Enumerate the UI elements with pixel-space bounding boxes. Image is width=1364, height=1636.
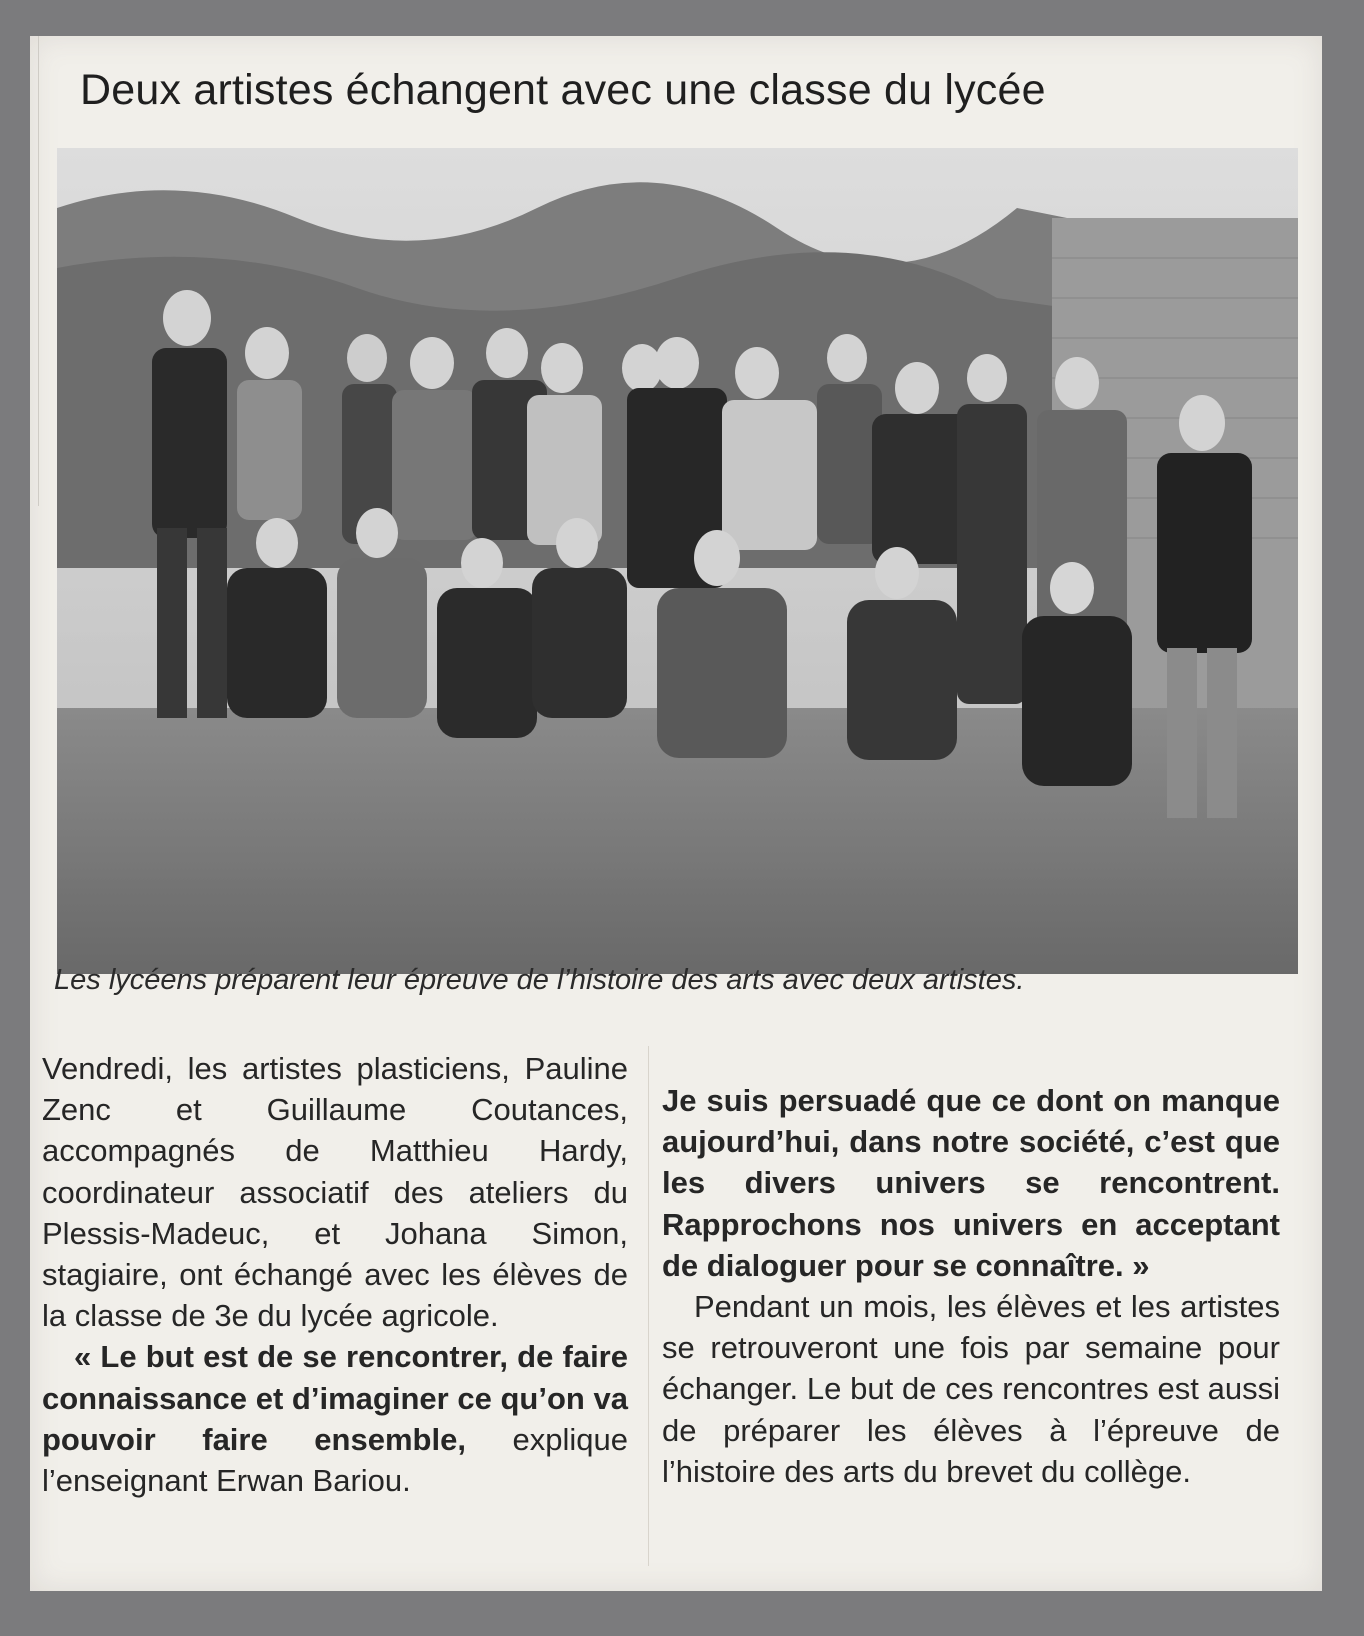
article-column-left: [42, 1048, 628, 1501]
quote-start: « Le but est de se rencontrer, de faire connaissance et d’imaginer ce qu’on va pouvoir faire ensemble,: [42, 1339, 628, 1457]
article-paragraph-intro: Vendredi, les artistes plasticiens, Pauline Zenc et Guillaume Coutances, accompagnés de Matthieu Hardy, coordinateur associatif des ateliers du Plessis-Madeuc, et Johana Simon, stagiaire, ont échangé avec les élèves de la classe de 3e du lycée agricole.: [42, 1051, 628, 1334]
clipping-edge-line: [38, 36, 39, 506]
group-photo-icon: [57, 148, 1298, 974]
article-quote-paragraph: [42, 1336, 628, 1501]
article-paragraph-closing: Pendant un mois, les élèves et les artistes se retrouveront une fois par semaine pour échanger. Le but de ces rencontres est aussi de préparer les élèves à l’épreuve de l’histoire des arts du brevet du collège.: [662, 1289, 1280, 1489]
article-column-right: [662, 1080, 1280, 1492]
headline: Deux artistes échangent avec une classe du lycée: [80, 66, 1046, 114]
photo-caption: Les lycéens préparent leur épreuve de l’histoire des arts avec deux artistes.: [54, 964, 1025, 996]
column-divider: [648, 1046, 649, 1566]
quote-end: Je suis persuadé que ce dont on manque aujourd’hui, dans notre société, c’est que les divers univers se rencontrent. Rapprochons nos univers en acceptant de dialoguer pour se connaître. »: [662, 1083, 1280, 1283]
quote-attribution: explique l’enseignant Erwan Bariou.: [42, 1421, 628, 1499]
group-photo: [57, 148, 1298, 974]
newspaper-clipping: [30, 36, 1322, 1591]
